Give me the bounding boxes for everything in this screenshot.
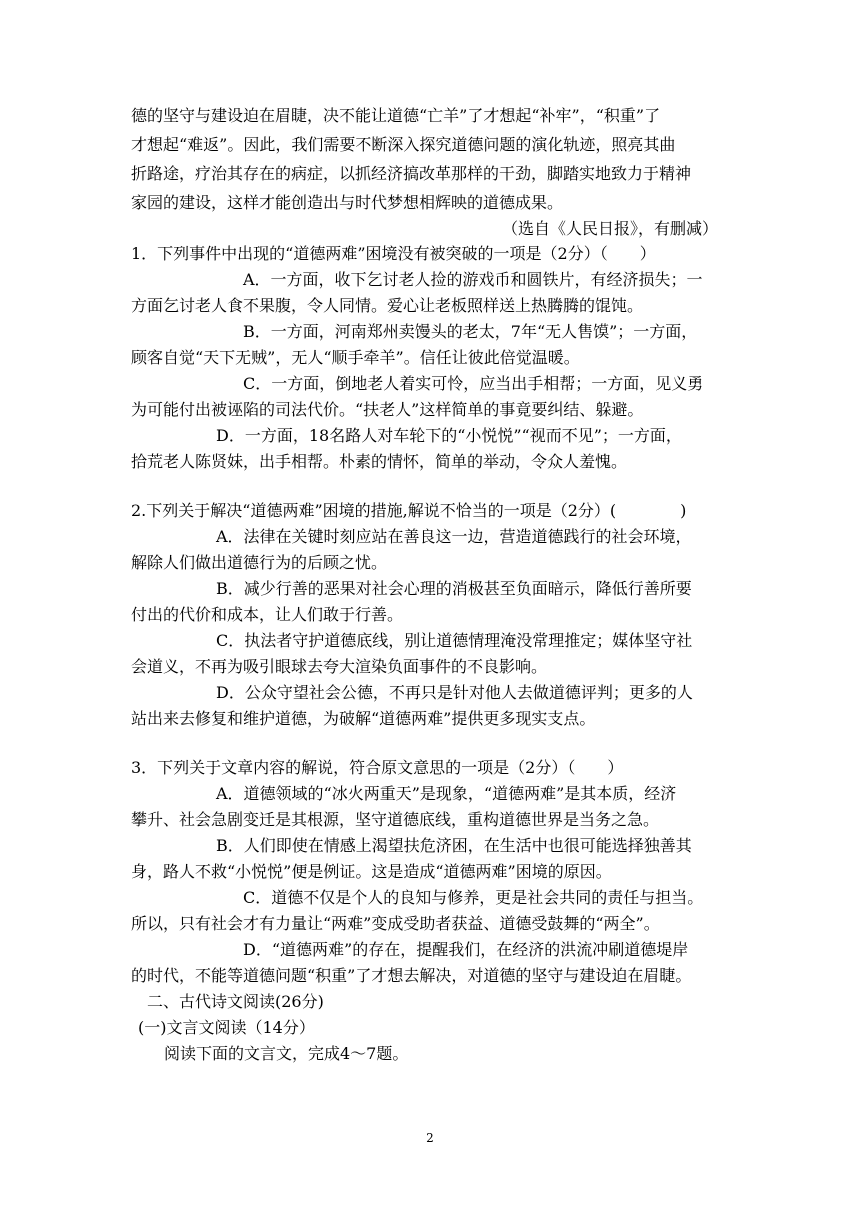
option-d-line: D．“道德两难”的存在，提醒我们，在经济的洪流冲刷道德堤岸 <box>243 940 689 959</box>
option-c-line: 会道义，不再为吸引眼球去夸大渲染负面事件的不良影响。 <box>131 657 548 676</box>
page-number: 2 <box>426 1131 434 1145</box>
option-c-line: C．一方面，倒地老人着实可怜，应当出手相帮；一方面，见义勇 <box>243 374 704 393</box>
option-a-line: A．一方面，收下乞讨老人捡的游戏币和圆铁片，有经济损失；一 <box>243 270 703 289</box>
option-b-line: B．减少行善的恶果对社会心理的消极甚至负面暗示，降低行善所要 <box>216 579 692 598</box>
option-b-line: 身，路人不救“小悦悦”便是例证。这是造成“道德两难”困境的原因。 <box>131 862 612 881</box>
passage-line: 折路途，疗治其存在的病症，以抓经济搞改革那样的干劲，脚踏实地致力于精神 <box>131 164 692 183</box>
option-d-line: 的时代，不能等道德问题“积重”了才想去解决，对道德的坚守与建设迫在眉睫。 <box>131 966 692 985</box>
source-note: （选自《人民日报》，有删减） <box>502 219 719 238</box>
option-c-line: 所以，只有社会才有力量让“两难”变成受助者获益、道德受鼓舞的“两全”。 <box>131 914 660 933</box>
subsection-heading: (一)文言文阅读（14分） <box>138 1018 315 1037</box>
option-a-line: 解除人们做出道德行为的后顾之忧。 <box>131 553 388 572</box>
option-a-line: A．道德领域的“冰火两重天”是现象，“道德两难”是其本质，经济 <box>216 784 677 803</box>
instruction-text: 阅读下面的文言文，完成4～7题。 <box>164 1044 409 1063</box>
option-b-line: B．一方面，河南郑州卖馒头的老太，7年“无人售馍”；一方面， <box>243 322 698 341</box>
option-c-line: C．执法者守护道德底线，别让道德情理淹没常理推定；媒体坚守社 <box>216 631 693 650</box>
option-d-line: 站出来去修复和维护道德，为破解“道德两难”提供更多现实支点。 <box>131 709 596 728</box>
option-d-line: D．公众守望社会公德，不再只是针对他人去做道德评判；更多的人 <box>216 683 693 702</box>
option-a-line: 攀升、社会急剧变迁是其根源，坚守道德底线，重构道德世界是当务之急。 <box>131 810 660 829</box>
option-c-line: C．道德不仅是个人的良知与修养，更是社会共同的责任与担当。 <box>243 888 704 907</box>
option-d-line: D．一方面，18名路人对车轮下的“小悦悦”“视而不见”；一方面， <box>216 426 682 445</box>
option-c-line: 为可能付出被诬陷的司法代价。“扶老人”这样简单的事竟要纠结、躲避。 <box>131 400 644 419</box>
option-b-line: 付出的代价和成本，让人们敢于行善。 <box>131 605 404 624</box>
section-heading: 二、古代诗文阅读(26分) <box>147 992 324 1011</box>
option-a-line: 方面乞讨老人食不果腹，令人同情。爱心让老板照样送上热腾腾的馄饨。 <box>131 296 644 315</box>
option-d-line: 拾荒老人陈贤妹，出手相帮。朴素的情怀，简单的举动，令众人羞愧。 <box>131 452 628 471</box>
question-2-stem: 2.下列关于解决“道德两难”困境的措施,解说不恰当的一项是（2分）( ) <box>131 501 687 520</box>
option-b-line: B．人们即使在情感上渴望扶危济困，在生活中也很可能选择独善其 <box>216 836 692 855</box>
passage-line: 德的坚守与建设迫在眉睫，决不能让道德“亡羊”了才想起“补牢”，“积重”了 <box>131 106 661 125</box>
question-1-stem: 1．下列事件中出现的“道德两难”困境没有被突破的一项是（2分）（ ） <box>131 244 656 263</box>
question-3-stem: 3．下列关于文章内容的解说，符合原文意思的一项是（2分）（ ） <box>131 758 624 777</box>
passage-line: 家园的建设，这样才能创造出与时代梦想相辉映的道德成果。 <box>131 193 564 212</box>
passage-line: 才想起“难返”。因此，我们需要不断深入探究道德问题的演化轨迹，照亮其曲 <box>131 135 676 154</box>
option-b-line: 顾客自觉“天下无贼”，无人“顺手牵羊”。信任让彼此倍觉温暖。 <box>131 348 580 367</box>
option-a-line: A．法律在关键时刻应站在善良这一边，营造道德践行的社会环境， <box>216 527 692 546</box>
